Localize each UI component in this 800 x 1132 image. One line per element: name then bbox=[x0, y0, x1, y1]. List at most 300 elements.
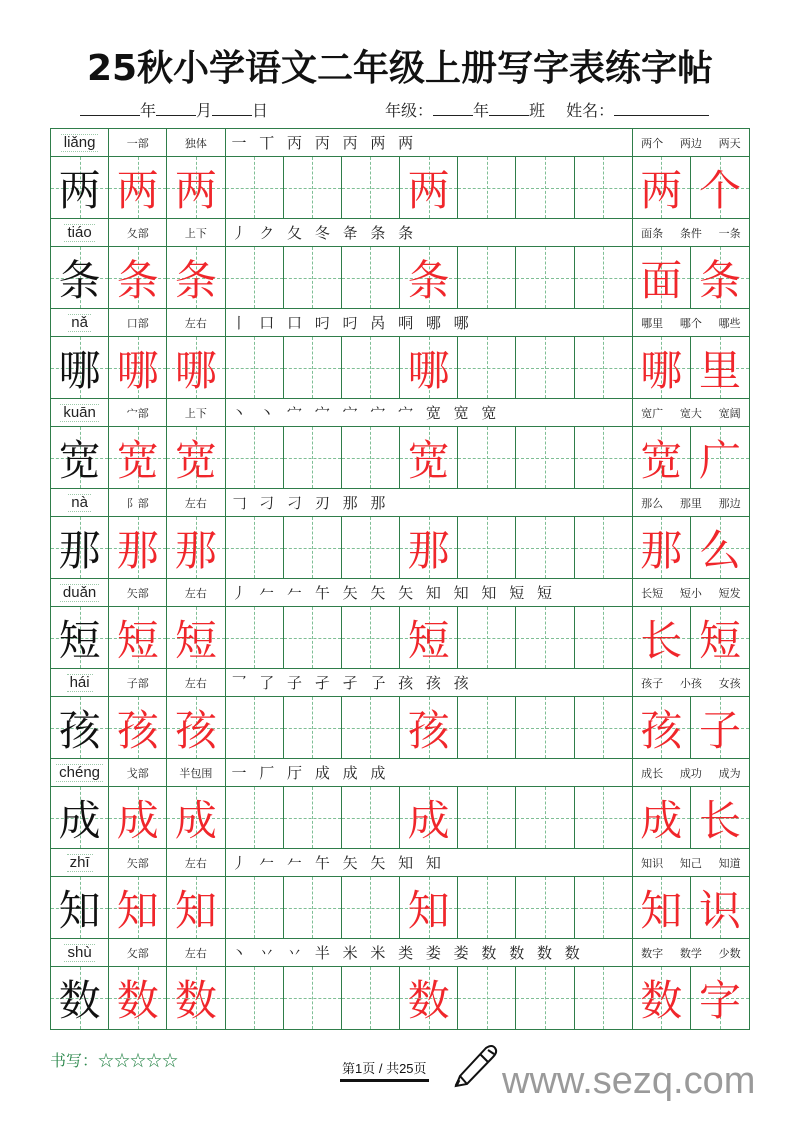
empty-practice-cell[interactable] bbox=[226, 517, 284, 578]
trace-char: 数 bbox=[116, 976, 159, 1025]
empty-practice-cell[interactable] bbox=[226, 967, 284, 1029]
practice-grid-row bbox=[51, 877, 749, 939]
pinyin-cell bbox=[51, 759, 109, 786]
date-line bbox=[80, 98, 268, 121]
model-char: 短 bbox=[58, 615, 101, 665]
trace-char: 条 bbox=[407, 255, 450, 305]
empty-practice-cell[interactable] bbox=[516, 157, 574, 218]
word-examples bbox=[633, 399, 749, 426]
trace-char: 两 bbox=[116, 165, 159, 215]
word-trace-char: 字 bbox=[698, 976, 741, 1025]
word-trace-char: 个 bbox=[698, 165, 741, 215]
word-example: 知识 bbox=[641, 856, 664, 870]
trace-char: 知 bbox=[174, 885, 217, 935]
grid-cell bbox=[109, 427, 167, 488]
practice-sheet bbox=[50, 128, 750, 1030]
empty-practice-cell[interactable] bbox=[284, 517, 342, 578]
grid-cell bbox=[400, 787, 458, 848]
name-label: 姓名： bbox=[566, 101, 615, 120]
grid-cell bbox=[167, 517, 225, 578]
grid-cell bbox=[51, 157, 109, 218]
word-example: 一条 bbox=[718, 226, 741, 240]
trace-char: 哪 bbox=[174, 345, 217, 395]
word-example: 短小 bbox=[679, 586, 702, 600]
empty-practice-cell[interactable] bbox=[458, 427, 516, 488]
pinyin-text: liǎng bbox=[61, 134, 99, 152]
stroke-order: 丶 丶 宀 宀 宀 宀 宀 宽 宽 宽 bbox=[226, 399, 633, 426]
grid-cell bbox=[633, 607, 691, 668]
empty-practice-cell[interactable] bbox=[342, 967, 400, 1029]
radical-cell: 矢部 bbox=[109, 579, 167, 606]
word-examples bbox=[633, 219, 749, 246]
word-examples bbox=[633, 309, 749, 336]
model-char: 条 bbox=[58, 255, 101, 305]
word-example: 两天 bbox=[718, 136, 741, 150]
grid-cell bbox=[51, 787, 109, 848]
trace-char: 条 bbox=[116, 255, 159, 305]
word-example: 知己 bbox=[679, 856, 702, 870]
char-entry bbox=[51, 219, 749, 309]
grid-cell bbox=[109, 337, 167, 398]
radical-cell: 阝部 bbox=[109, 489, 167, 516]
empty-practice-cell[interactable] bbox=[516, 877, 574, 938]
empty-practice-cell[interactable] bbox=[226, 427, 284, 488]
word-example: 宽广 bbox=[641, 406, 664, 420]
radical-cell: 夂部 bbox=[109, 219, 167, 246]
char-entry bbox=[51, 399, 749, 489]
empty-practice-cell[interactable] bbox=[575, 967, 633, 1029]
stroke-order: 丿 𠂉 𠂉 午 矢 矢 矢 知 知 知 短 短 bbox=[226, 579, 633, 606]
grid-cell bbox=[691, 787, 749, 848]
grid-cell bbox=[51, 877, 109, 938]
radical-cell: 宀部 bbox=[109, 399, 167, 426]
pen-icon bbox=[450, 1042, 500, 1092]
model-char: 知 bbox=[58, 885, 101, 935]
grid-cell bbox=[51, 427, 109, 488]
word-example: 宽大 bbox=[679, 406, 702, 420]
trace-char: 那 bbox=[174, 525, 217, 575]
empty-practice-cell[interactable] bbox=[342, 877, 400, 938]
empty-practice-cell[interactable] bbox=[284, 247, 342, 308]
word-examples bbox=[633, 669, 749, 696]
empty-practice-cell[interactable] bbox=[516, 427, 574, 488]
grid-cell bbox=[691, 877, 749, 938]
empty-practice-cell[interactable] bbox=[458, 607, 516, 668]
char-entry bbox=[51, 309, 749, 399]
word-trace-char: 那 bbox=[640, 525, 683, 575]
grid-cell bbox=[167, 967, 225, 1029]
radical-cell: 攵部 bbox=[109, 939, 167, 966]
grid-cell bbox=[691, 517, 749, 578]
practice-grid-row bbox=[51, 607, 749, 669]
grid-cell bbox=[167, 427, 225, 488]
word-examples bbox=[633, 759, 749, 786]
grid-cell bbox=[51, 967, 109, 1029]
trace-char: 孩 bbox=[174, 705, 217, 755]
grid-cell bbox=[109, 517, 167, 578]
practice-grid-row bbox=[51, 157, 749, 219]
empty-practice-cell[interactable] bbox=[284, 427, 342, 488]
pinyin-cell bbox=[51, 309, 109, 336]
grid-cell bbox=[109, 787, 167, 848]
info-row bbox=[51, 309, 749, 337]
empty-practice-cell[interactable] bbox=[575, 877, 633, 938]
info-row bbox=[51, 759, 749, 787]
word-example: 短发 bbox=[718, 586, 741, 600]
word-example: 宽阔 bbox=[718, 406, 741, 420]
word-trace-char: 两 bbox=[640, 165, 683, 215]
grid-cell bbox=[51, 337, 109, 398]
empty-practice-cell[interactable] bbox=[342, 247, 400, 308]
empty-practice-cell[interactable] bbox=[575, 517, 633, 578]
grid-cell bbox=[633, 427, 691, 488]
grid-cell bbox=[109, 697, 167, 758]
stroke-order: 丨 口 口 叼 叼 呙 哃 哪 哪 bbox=[226, 309, 633, 336]
word-trace-char: 条 bbox=[698, 255, 741, 305]
word-example: 那么 bbox=[641, 496, 664, 510]
name-blank[interactable] bbox=[614, 101, 709, 116]
pinyin-text: zhī bbox=[67, 854, 93, 872]
practice-grid-row bbox=[51, 247, 749, 309]
info-row bbox=[51, 129, 749, 157]
stroke-order: 丿 ク 夂 冬 夅 条 条 bbox=[226, 219, 633, 246]
grid-cell bbox=[691, 607, 749, 668]
word-trace-char: 成 bbox=[640, 795, 683, 845]
day-label: 日 bbox=[252, 101, 269, 120]
word-trace-char: 数 bbox=[640, 976, 683, 1025]
empty-practice-cell[interactable] bbox=[226, 157, 284, 218]
trace-char: 条 bbox=[174, 255, 217, 305]
empty-practice-cell[interactable] bbox=[284, 607, 342, 668]
grid-cell bbox=[109, 607, 167, 668]
word-trace-char: 里 bbox=[698, 345, 741, 395]
practice-grid-row bbox=[51, 517, 749, 579]
grid-cell bbox=[167, 247, 225, 308]
empty-practice-cell[interactable] bbox=[342, 157, 400, 218]
grid-cell bbox=[400, 517, 458, 578]
trace-char: 短 bbox=[116, 615, 159, 665]
grid-cell bbox=[400, 877, 458, 938]
word-example: 面条 bbox=[641, 226, 664, 240]
grid-cell bbox=[633, 697, 691, 758]
empty-practice-cell[interactable] bbox=[516, 517, 574, 578]
structure-cell: 上下 bbox=[167, 219, 225, 246]
model-char: 哪 bbox=[58, 345, 101, 395]
pinyin-cell bbox=[51, 849, 109, 876]
info-row bbox=[51, 939, 749, 967]
empty-practice-cell[interactable] bbox=[575, 697, 633, 758]
trace-char: 数 bbox=[174, 976, 217, 1025]
word-example: 两个 bbox=[641, 136, 664, 150]
char-entry bbox=[51, 759, 749, 849]
word-examples bbox=[633, 849, 749, 876]
model-char: 两 bbox=[58, 165, 101, 215]
empty-practice-cell[interactable] bbox=[284, 967, 342, 1029]
empty-practice-cell[interactable] bbox=[342, 607, 400, 668]
empty-practice-cell[interactable] bbox=[575, 427, 633, 488]
empty-practice-cell[interactable] bbox=[284, 337, 342, 398]
structure-cell: 独体 bbox=[167, 129, 225, 156]
empty-practice-cell[interactable] bbox=[458, 157, 516, 218]
practice-grid-row bbox=[51, 337, 749, 399]
grade-year-blank[interactable] bbox=[433, 101, 473, 116]
practice-grid-row bbox=[51, 697, 749, 759]
trace-char: 那 bbox=[407, 525, 450, 575]
trace-char: 短 bbox=[407, 615, 450, 665]
trace-char: 哪 bbox=[116, 345, 159, 395]
model-char: 孩 bbox=[58, 705, 101, 755]
grid-cell bbox=[51, 697, 109, 758]
char-entry bbox=[51, 489, 749, 579]
pinyin-text: nà bbox=[68, 494, 91, 512]
empty-practice-cell[interactable] bbox=[226, 247, 284, 308]
grade-label: 年级： bbox=[385, 101, 434, 120]
grid-cell bbox=[633, 517, 691, 578]
empty-practice-cell[interactable] bbox=[458, 247, 516, 308]
pinyin-text: hái bbox=[67, 674, 93, 692]
grid-cell bbox=[167, 877, 225, 938]
stroke-order: 乛 了 子 孑 孑 孒 孩 孩 孩 bbox=[226, 669, 633, 696]
grid-cell bbox=[691, 967, 749, 1029]
grid-cell bbox=[400, 157, 458, 218]
pinyin-text: nǎ bbox=[68, 314, 91, 332]
model-char: 成 bbox=[58, 795, 101, 845]
grid-cell bbox=[167, 787, 225, 848]
practice-grid-row bbox=[51, 427, 749, 489]
grid-cell bbox=[51, 607, 109, 668]
grid-cell bbox=[633, 787, 691, 848]
radical-cell: 子部 bbox=[109, 669, 167, 696]
empty-practice-cell[interactable] bbox=[342, 697, 400, 758]
word-trace-char: 宽 bbox=[640, 435, 683, 485]
info-row bbox=[51, 849, 749, 877]
empty-practice-cell[interactable] bbox=[284, 157, 342, 218]
char-entry bbox=[51, 849, 749, 939]
structure-cell: 半包围 bbox=[167, 759, 225, 786]
radical-cell: 戈部 bbox=[109, 759, 167, 786]
word-trace-char: 识 bbox=[698, 885, 741, 935]
grid-cell bbox=[633, 337, 691, 398]
word-example: 条件 bbox=[679, 226, 702, 240]
empty-practice-cell[interactable] bbox=[516, 337, 574, 398]
char-entry bbox=[51, 669, 749, 759]
grid-cell bbox=[633, 247, 691, 308]
word-example: 哪里 bbox=[641, 316, 664, 330]
radical-cell: 一部 bbox=[109, 129, 167, 156]
empty-practice-cell[interactable] bbox=[342, 517, 400, 578]
empty-practice-cell[interactable] bbox=[516, 787, 574, 848]
word-trace-char: 广 bbox=[698, 435, 741, 485]
info-row bbox=[51, 489, 749, 517]
grid-cell bbox=[51, 517, 109, 578]
writing-rating: 书写：☆☆☆☆☆ bbox=[50, 1051, 179, 1070]
pinyin-text: tiáo bbox=[64, 224, 94, 242]
grid-cell bbox=[167, 157, 225, 218]
year-label: 年 bbox=[140, 101, 157, 120]
trace-char: 成 bbox=[116, 795, 159, 845]
info-row bbox=[51, 399, 749, 427]
empty-practice-cell[interactable] bbox=[226, 697, 284, 758]
radical-cell: 矢部 bbox=[109, 849, 167, 876]
month-blank[interactable] bbox=[156, 101, 196, 116]
empty-practice-cell[interactable] bbox=[458, 967, 516, 1029]
empty-practice-cell[interactable] bbox=[575, 337, 633, 398]
trace-char: 两 bbox=[174, 165, 217, 215]
pinyin-cell bbox=[51, 579, 109, 606]
grid-cell bbox=[167, 337, 225, 398]
empty-practice-cell[interactable] bbox=[458, 697, 516, 758]
word-trace-char: 面 bbox=[640, 255, 683, 305]
trace-char: 成 bbox=[407, 795, 450, 845]
empty-practice-cell[interactable] bbox=[342, 427, 400, 488]
grid-cell bbox=[51, 247, 109, 308]
word-examples bbox=[633, 939, 749, 966]
word-trace-char: 子 bbox=[698, 705, 741, 755]
word-example: 成功 bbox=[679, 766, 702, 780]
empty-practice-cell[interactable] bbox=[516, 697, 574, 758]
grid-cell bbox=[400, 607, 458, 668]
year-blank[interactable] bbox=[80, 101, 140, 116]
empty-practice-cell[interactable] bbox=[284, 697, 342, 758]
info-row bbox=[51, 219, 749, 247]
word-trace-char: 孩 bbox=[640, 705, 683, 755]
info-row bbox=[51, 669, 749, 697]
trace-char: 孩 bbox=[407, 705, 450, 755]
empty-practice-cell[interactable] bbox=[342, 337, 400, 398]
grade-year-label: 年 bbox=[473, 101, 490, 120]
empty-practice-cell[interactable] bbox=[284, 787, 342, 848]
pinyin-text: chéng bbox=[56, 764, 103, 782]
structure-cell: 上下 bbox=[167, 399, 225, 426]
page-indicator: 第1页 / 共25页 bbox=[340, 1058, 429, 1082]
word-examples bbox=[633, 129, 749, 156]
word-example: 两边 bbox=[679, 136, 702, 150]
word-example: 孩子 bbox=[641, 676, 664, 690]
empty-practice-cell[interactable] bbox=[516, 607, 574, 668]
pinyin-cell bbox=[51, 129, 109, 156]
grid-cell bbox=[691, 697, 749, 758]
structure-cell: 左右 bbox=[167, 489, 225, 516]
word-trace-char: 知 bbox=[640, 885, 683, 935]
empty-practice-cell[interactable] bbox=[226, 607, 284, 668]
word-example: 小孩 bbox=[679, 676, 702, 690]
structure-cell: 左右 bbox=[167, 579, 225, 606]
grid-cell bbox=[633, 157, 691, 218]
trace-char: 哪 bbox=[407, 345, 450, 395]
pinyin-cell bbox=[51, 399, 109, 426]
stroke-order: 丶 丷 丷 半 米 米 类 娄 娄 数 数 数 数 bbox=[226, 939, 633, 966]
word-example: 知道 bbox=[718, 856, 741, 870]
trace-char: 宽 bbox=[174, 435, 217, 485]
pinyin-cell bbox=[51, 669, 109, 696]
empty-practice-cell[interactable] bbox=[575, 247, 633, 308]
empty-practice-cell[interactable] bbox=[342, 787, 400, 848]
grid-cell bbox=[109, 247, 167, 308]
empty-practice-cell[interactable] bbox=[226, 337, 284, 398]
grid-cell bbox=[400, 967, 458, 1029]
grid-cell bbox=[109, 967, 167, 1029]
empty-practice-cell[interactable] bbox=[516, 967, 574, 1029]
structure-cell: 左右 bbox=[167, 939, 225, 966]
pinyin-cell bbox=[51, 219, 109, 246]
stroke-order: 一 厂 厅 成 成 成 bbox=[226, 759, 633, 786]
word-trace-char: 短 bbox=[698, 615, 741, 665]
stroke-order: 丿 𠂉 𠂉 午 矢 矢 知 知 bbox=[226, 849, 633, 876]
structure-cell: 左右 bbox=[167, 669, 225, 696]
trace-char: 成 bbox=[174, 795, 217, 845]
empty-practice-cell[interactable] bbox=[458, 337, 516, 398]
practice-grid-row bbox=[51, 967, 749, 1029]
empty-practice-cell[interactable] bbox=[516, 247, 574, 308]
model-char: 宽 bbox=[58, 435, 101, 485]
grid-cell bbox=[633, 967, 691, 1029]
stroke-order: 一 丅 丙 丙 丙 两 两 bbox=[226, 129, 633, 156]
trace-char: 两 bbox=[407, 165, 450, 215]
grid-cell bbox=[691, 427, 749, 488]
trace-char: 宽 bbox=[407, 435, 450, 485]
stroke-order: 𠃌 刁 刁 刃 那 那 bbox=[226, 489, 633, 516]
grid-cell bbox=[400, 337, 458, 398]
model-char: 那 bbox=[58, 525, 101, 575]
empty-practice-cell[interactable] bbox=[575, 787, 633, 848]
trace-char: 知 bbox=[116, 885, 159, 935]
word-example: 哪些 bbox=[718, 316, 741, 330]
grid-cell bbox=[633, 877, 691, 938]
class-label: 班 bbox=[529, 101, 546, 120]
word-trace-char: 么 bbox=[698, 525, 741, 575]
word-example: 那里 bbox=[679, 496, 702, 510]
practice-grid-row bbox=[51, 787, 749, 849]
empty-practice-cell[interactable] bbox=[226, 877, 284, 938]
pinyin-text: shù bbox=[64, 944, 94, 962]
class-blank[interactable] bbox=[489, 101, 529, 116]
word-example: 哪个 bbox=[679, 316, 702, 330]
char-entry bbox=[51, 939, 749, 1029]
word-trace-char: 长 bbox=[640, 615, 683, 665]
word-example: 数字 bbox=[641, 946, 664, 960]
word-example: 成长 bbox=[641, 766, 664, 780]
empty-practice-cell[interactable] bbox=[575, 607, 633, 668]
trace-char: 孩 bbox=[116, 705, 159, 755]
word-example: 长短 bbox=[641, 586, 664, 600]
empty-practice-cell[interactable] bbox=[226, 787, 284, 848]
grid-cell bbox=[400, 247, 458, 308]
empty-practice-cell[interactable] bbox=[458, 877, 516, 938]
empty-practice-cell[interactable] bbox=[458, 517, 516, 578]
month-label: 月 bbox=[196, 101, 213, 120]
grid-cell bbox=[691, 157, 749, 218]
trace-char: 宽 bbox=[116, 435, 159, 485]
empty-practice-cell[interactable] bbox=[458, 787, 516, 848]
char-entry bbox=[51, 129, 749, 219]
structure-cell: 左右 bbox=[167, 849, 225, 876]
trace-char: 那 bbox=[116, 525, 159, 575]
word-examples bbox=[633, 489, 749, 516]
word-example: 成为 bbox=[718, 766, 741, 780]
structure-cell: 左右 bbox=[167, 309, 225, 336]
pinyin-text: duǎn bbox=[60, 584, 99, 602]
empty-practice-cell[interactable] bbox=[575, 157, 633, 218]
empty-practice-cell[interactable] bbox=[284, 877, 342, 938]
grid-cell bbox=[109, 877, 167, 938]
word-example: 女孩 bbox=[718, 676, 741, 690]
word-example: 少数 bbox=[718, 946, 741, 960]
grid-cell bbox=[167, 697, 225, 758]
pinyin-cell bbox=[51, 489, 109, 516]
day-blank[interactable] bbox=[212, 101, 252, 116]
grid-cell bbox=[109, 157, 167, 218]
word-trace-char: 长 bbox=[698, 795, 741, 845]
